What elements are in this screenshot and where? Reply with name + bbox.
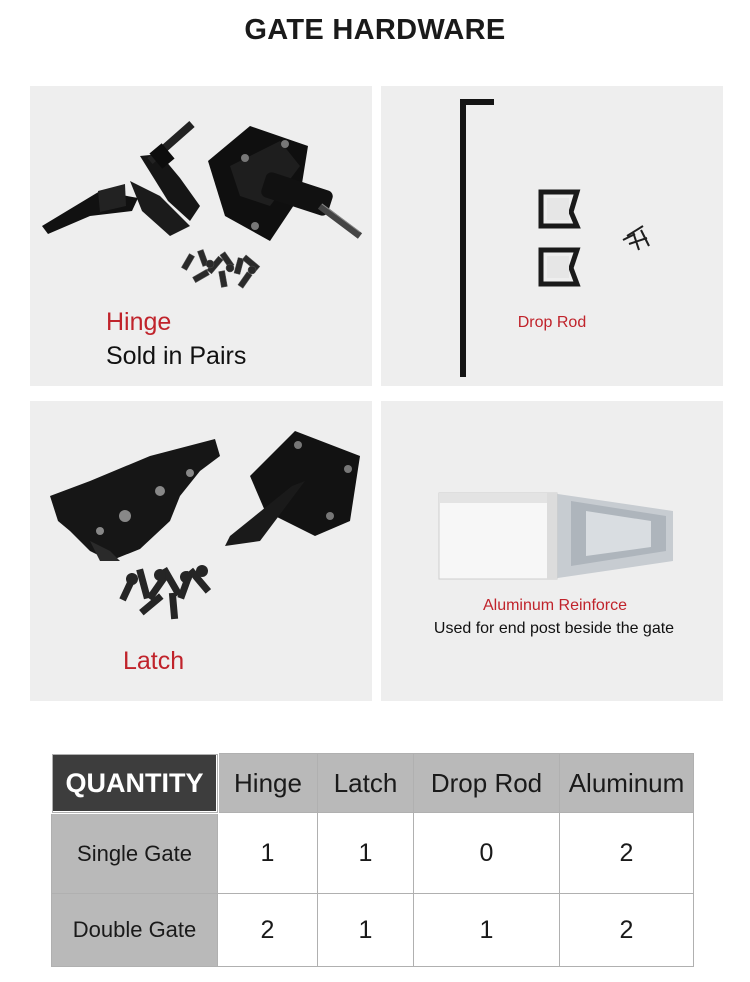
table-row [52,813,694,894]
aluminum-panel [381,401,723,701]
table-corner-header: QUANTITY [52,754,218,813]
drop-rod-image [381,86,723,386]
latch-label: Latch [123,647,185,675]
row-header: Double Gate [52,894,218,967]
table-cell: 2 [560,813,694,894]
table-header-row [52,754,694,813]
table-cell: 0 [414,813,560,894]
table-row [52,894,694,967]
aluminum-image [381,401,723,701]
hinge-image [30,86,372,386]
table-cell: 1 [318,813,414,894]
column-header: Drop Rod [414,754,560,813]
table-cell: 1 [218,813,318,894]
hinge-label: Hinge [106,308,172,336]
table-cell: 2 [218,894,318,967]
aluminum-note: Used for end post beside the gate [433,620,675,637]
drop-rod-panel [381,86,723,386]
table-cell: 2 [560,894,694,967]
latch-panel [30,401,372,701]
page-title: GATE HARDWARE [244,14,506,46]
quantity-table [50,752,694,967]
drop-rod-label: Drop Rod [517,314,587,331]
column-header: Aluminum [560,754,694,813]
hinge-note: Sold in Pairs [106,342,247,370]
hinge-panel [30,86,372,386]
table-cell: 1 [318,894,414,967]
column-header: Hinge [218,754,318,813]
latch-image [30,401,372,701]
table-cell: 1 [414,894,560,967]
column-header: Latch [318,754,414,813]
row-header: Single Gate [52,813,218,894]
aluminum-label: Aluminum Reinforce [482,597,628,614]
